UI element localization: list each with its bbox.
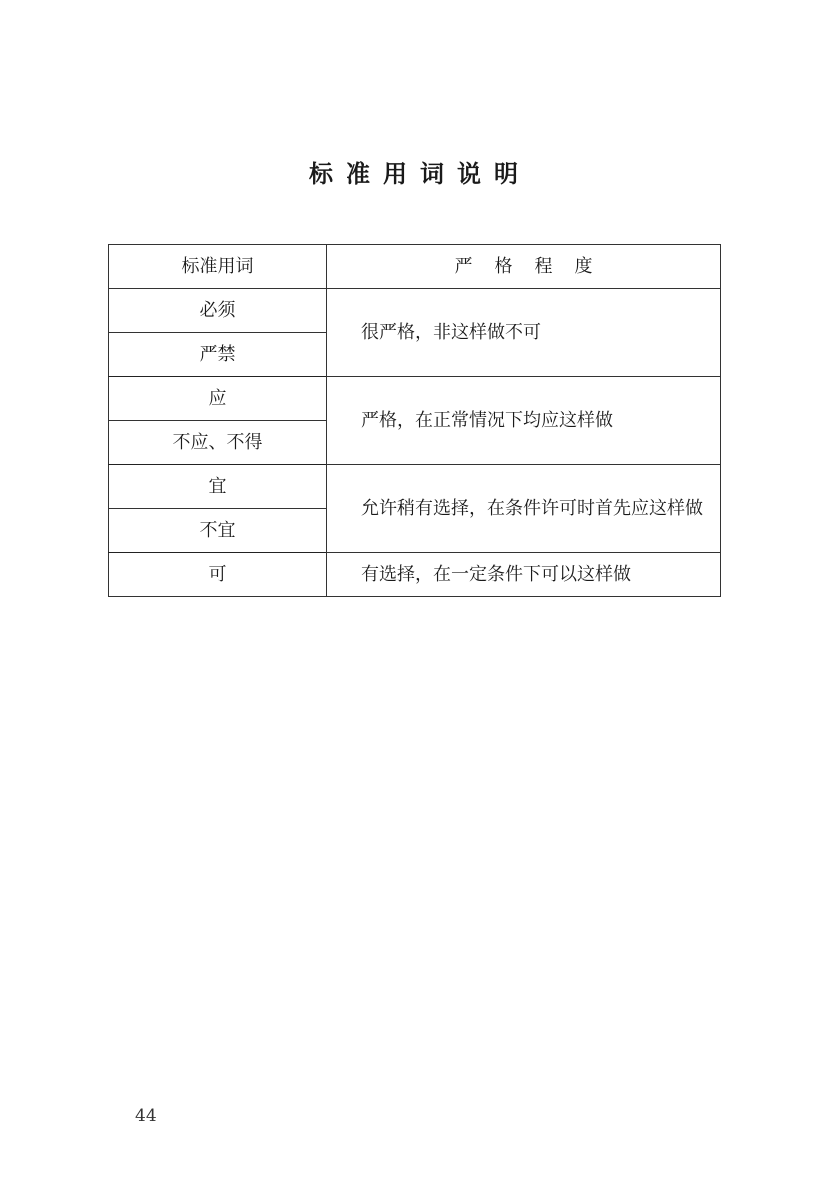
table-row — [109, 465, 721, 509]
table-row — [109, 553, 721, 597]
header-strictness: 严格程度 — [327, 245, 721, 289]
description-cell: 严格，在正常情况下均应这样做 — [327, 377, 721, 465]
header-standard-term: 标准用词 — [109, 245, 327, 289]
term-cell: 应 — [109, 377, 327, 421]
term-cell: 必须 — [109, 289, 327, 333]
term-cell: 严禁 — [109, 333, 327, 377]
standard-terms-table — [108, 244, 721, 597]
page-number: 44 — [135, 1106, 157, 1126]
table-header-row — [109, 245, 721, 289]
term-cell: 不应、不得 — [109, 421, 327, 465]
term-cell: 不宜 — [109, 509, 327, 553]
term-cell: 可 — [109, 553, 327, 597]
term-cell: 宜 — [109, 465, 327, 509]
table-row — [109, 289, 721, 333]
description-cell: 很严格，非这样做不可 — [327, 289, 721, 377]
page-title: 标准用词说明 — [309, 160, 531, 188]
description-cell: 允许稍有选择，在条件许可时首先应这样做 — [327, 465, 721, 553]
description-cell: 有选择，在一定条件下可以这样做 — [327, 553, 721, 597]
table-row — [109, 377, 721, 421]
